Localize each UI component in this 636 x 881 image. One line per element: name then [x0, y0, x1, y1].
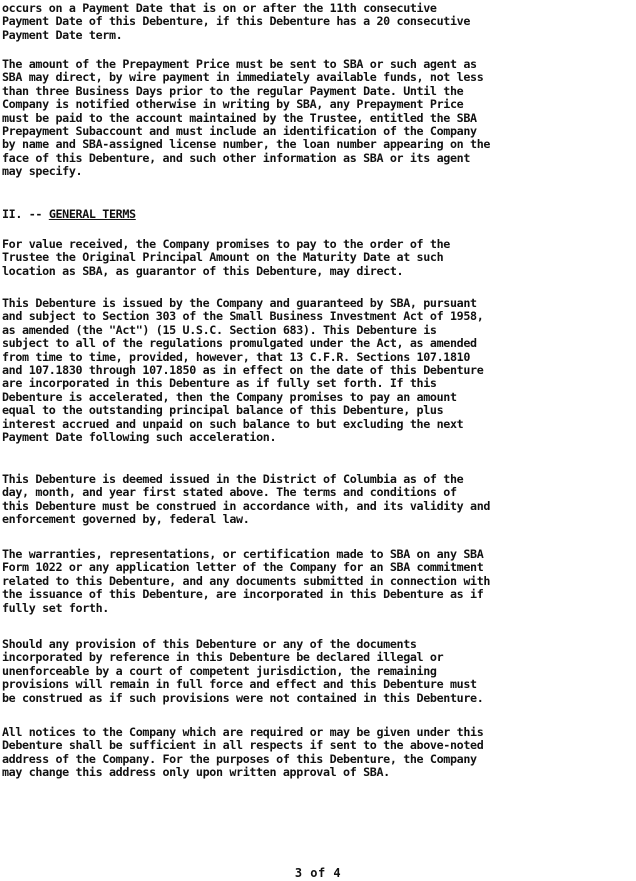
paragraph-district	[2, 473, 490, 527]
text-line: the issuance of this Debenture, are incorporated in this Debenture as if	[2, 587, 484, 602]
text-line: as amended (the "Act") (15 U.S.C. Section 683). This Debenture is	[2, 322, 437, 337]
text-line: Form 1022 or any application letter of the Company for an SBA commitment	[2, 560, 484, 575]
text-line: provisions will remain in full force and effect and this Debenture must	[2, 677, 477, 692]
text-line: All notices to the Company which are required or may be given under this	[2, 725, 484, 739]
text-line: interest accrued and unpaid on such balance to but excluding the next	[2, 416, 464, 431]
section-number: II. --	[2, 207, 43, 221]
text-line: are incorporated in this Debenture as if fully set forth. If this	[2, 376, 437, 391]
section-title: GENERAL TERMS	[48, 207, 136, 221]
text-line: The warranties, representations, or certification made to SBA on any SBA	[2, 547, 484, 561]
text-line: Company is notified otherwise in writing by SBA, any Prepayment Price	[2, 97, 464, 112]
text-line: incorporated by reference in this Debenture be declared illegal or	[2, 650, 444, 665]
text-line: fully set forth.	[2, 600, 109, 615]
text-line: face of this Debenture, and such other information as SBA or its agent	[2, 150, 471, 165]
text-line: related to this Debenture, and any documents submitted in connection with	[2, 573, 491, 588]
text-line: Debenture shall be sufficient in all respects if sent to the above-noted	[2, 738, 484, 753]
text-line: and 107.1830 through 107.1850 as in effect on the date of this Debenture	[2, 363, 484, 378]
paragraph-value-received	[2, 238, 450, 278]
text-line: SBA may direct, by wire payment in immediately available funds, not less	[2, 70, 484, 85]
text-line: subject to all of the regulations promulgated under the Act, as amended	[2, 336, 477, 351]
text-line: Prepayment Subaccount and must include an identification of the Company	[2, 124, 477, 139]
text-line: Should any provision of this Debenture or any of the documents	[2, 637, 417, 651]
text-line: unenforceable by a court of competent jurisdiction, the remaining	[2, 663, 437, 678]
text-line: must be paid to the account maintained by the Trustee, entitled the SBA	[2, 110, 477, 125]
text-line: this Debenture must be construed in accordance with, and its validity and	[2, 498, 491, 513]
paragraph-payment-date	[2, 2, 470, 42]
paragraph-warranties	[2, 548, 490, 615]
text-line: Trustee the Original Principal Amount on the Maturity Date at such	[2, 250, 444, 265]
text-line: Payment Date term.	[2, 27, 123, 42]
text-line: and subject to Section 303 of the Small Business Investment Act of 1958,	[2, 309, 484, 324]
text-line: by name and SBA-assigned license number, the loan number appearing on the	[2, 137, 491, 152]
text-line: The amount of the Prepayment Price must be sent to SBA or such agent as	[2, 57, 477, 71]
text-line: location as SBA, as guarantor of this Debenture, may direct.	[2, 263, 404, 278]
text-line: may change this address only upon written approval of SBA.	[2, 765, 390, 780]
text-line: This Debenture is issued by the Company and guaranteed by SBA, pursuant	[2, 296, 477, 310]
text-line: This Debenture is deemed issued in the District of Columbia as of the	[2, 472, 464, 486]
text-line: enforcement governed by, federal law.	[2, 512, 250, 527]
text-line: For value received, the Company promises to pay to the order of the	[2, 237, 450, 251]
paragraph-prepayment	[2, 58, 490, 179]
text-line: day, month, and year first stated above. The terms and conditions of	[2, 485, 457, 500]
text-line: be construed as if such provisions were not contained in this Debenture.	[2, 690, 484, 705]
text-line: than three Business Days prior to the regular Payment Date. Until the	[2, 83, 464, 98]
text-line: Payment Date of this Debenture, if this Debenture has a 20 consecutive	[2, 14, 471, 29]
paragraph-issued	[2, 297, 483, 444]
paragraph-notices	[2, 726, 483, 780]
text-line: equal to the outstanding principal balance of this Debenture, plus	[2, 403, 444, 418]
text-line: from time to time, provided, however, that 13 C.F.R. Sections 107.1810	[2, 349, 471, 364]
text-line: occurs on a Payment Date that is on or after the 11th consecutive	[2, 1, 437, 15]
text-line: may specify.	[2, 164, 83, 179]
paragraph-provision	[2, 638, 483, 705]
text-line: Payment Date following such acceleration.	[2, 430, 277, 445]
page-number: 3 of 4	[294, 866, 342, 880]
text-line: address of the Company. For the purposes of this Debenture, the Company	[2, 751, 477, 766]
text-line: Debenture is accelerated, then the Company promises to pay an amount	[2, 389, 457, 404]
section-heading	[2, 208, 136, 221]
